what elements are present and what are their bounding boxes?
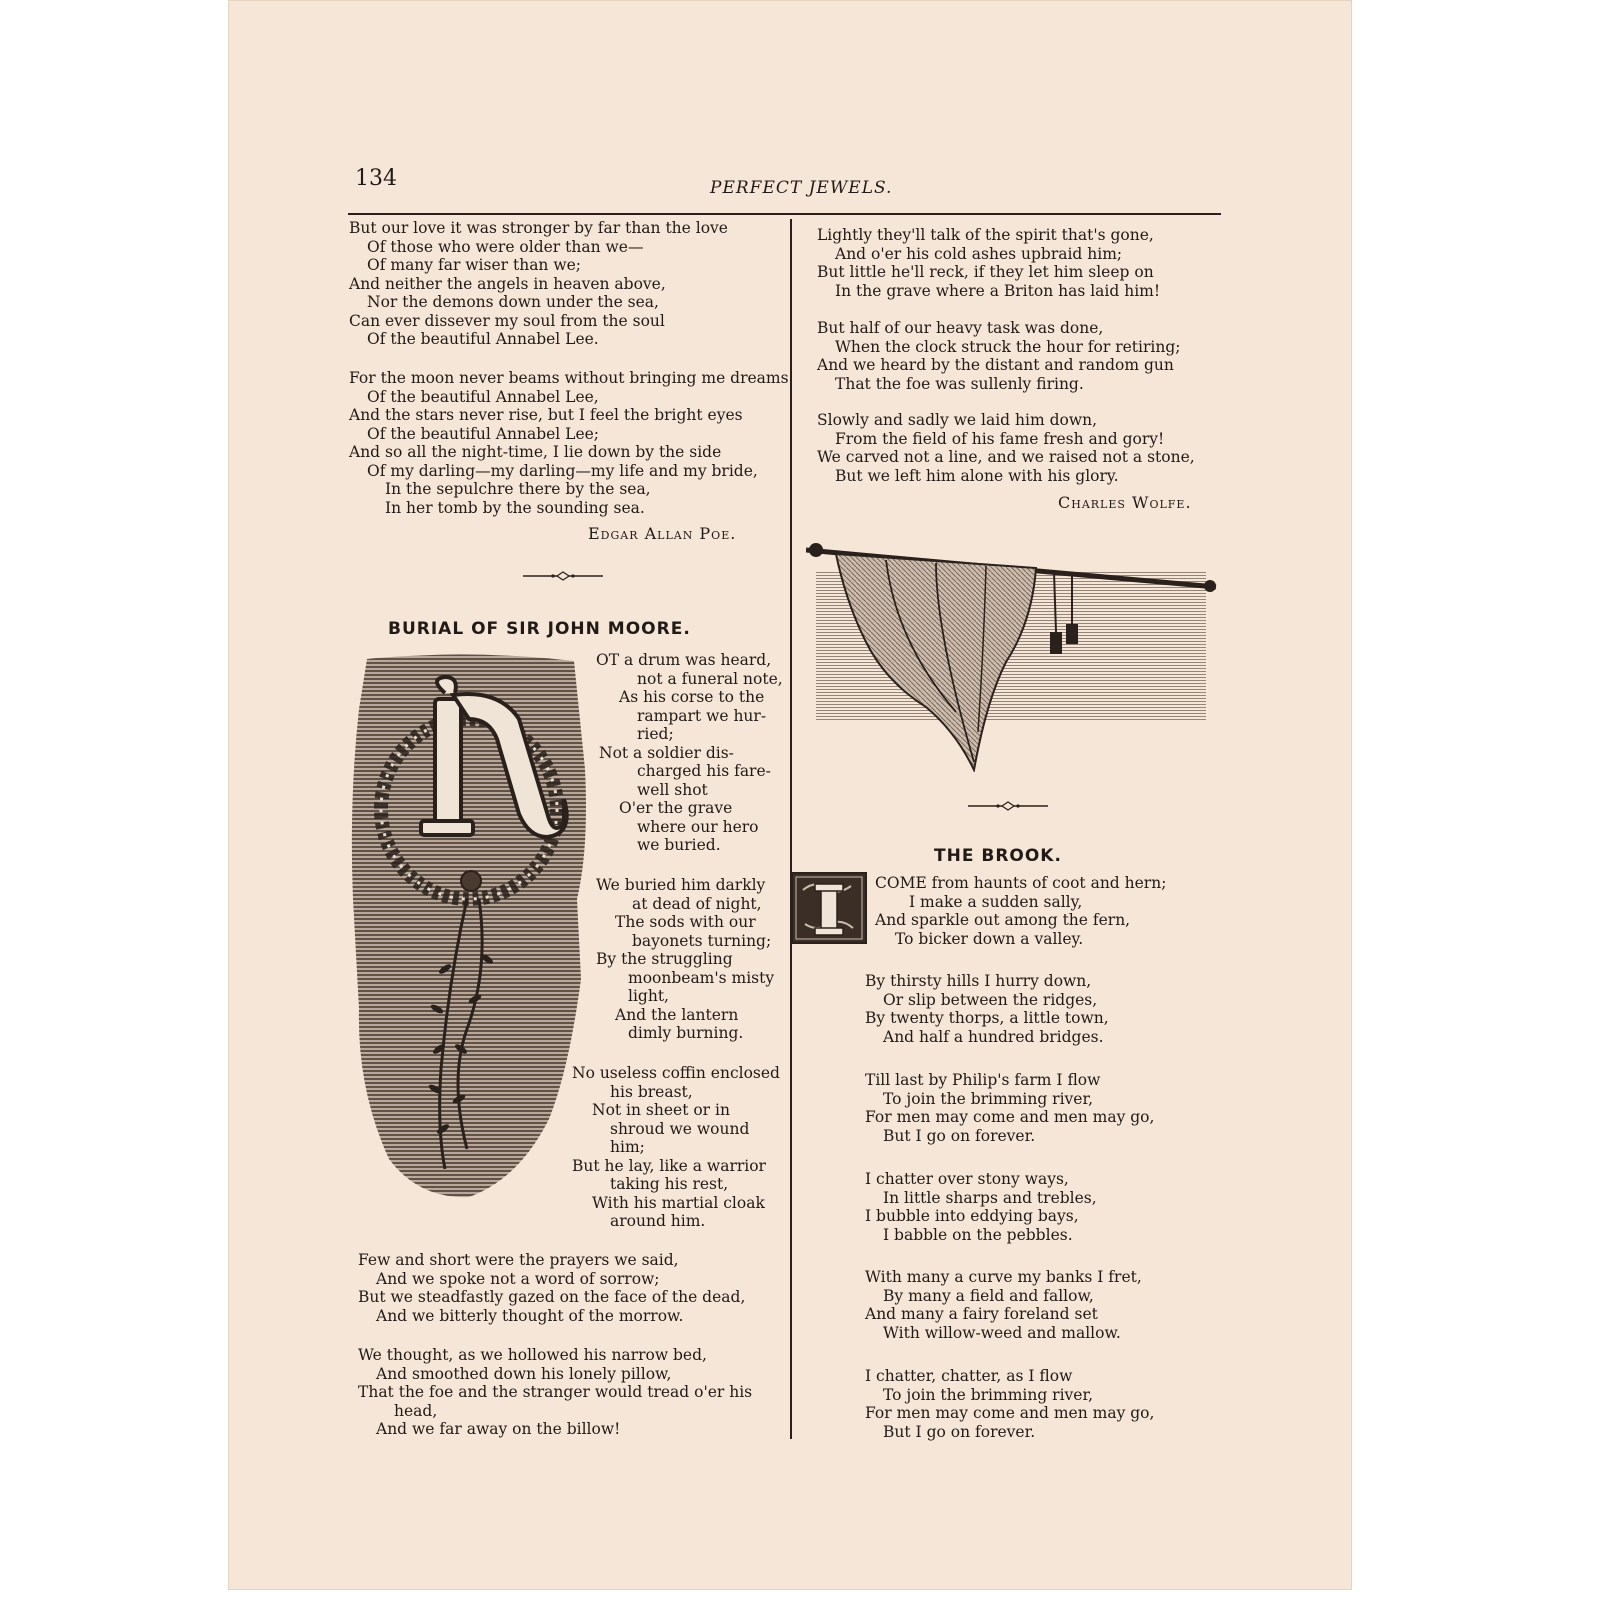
poem-line: As his corse to the <box>619 688 765 706</box>
brook-title: THE BROOK. <box>934 846 1062 866</box>
poem-line: Till last by Philip's farm I flow <box>865 1071 1101 1089</box>
poem-line: Not a soldier dis- <box>599 743 734 762</box>
poem-line: Of the beautiful Annabel Lee. <box>367 330 599 348</box>
author-wolfe: Charles Wolfe. <box>1058 493 1192 512</box>
annabel-lee-stanza-1 <box>349 219 728 349</box>
poem-line: And smoothed down his lonely pillow, <box>376 1364 672 1383</box>
poem-line: Or slip between the ridges, <box>883 990 1098 1009</box>
burial-stanza-7 <box>817 319 1180 393</box>
poem-line: Can ever dissever my soul from the soul <box>349 311 665 330</box>
burial-stanza-3 <box>572 1064 780 1231</box>
wreath-dropcap-n-icon <box>349 649 589 1209</box>
poem-line: With many a curve my banks I fret, <box>865 1268 1142 1286</box>
brook-stanza-5 <box>865 1268 1142 1342</box>
ornament-divider <box>968 801 1048 811</box>
poem-line: And o'er his cold ashes upbraid him; <box>835 244 1123 263</box>
poem-line: And we bitterly thought of the morrow. <box>376 1306 684 1325</box>
burial-title: BURIAL OF SIR JOHN MOORE. <box>388 619 691 639</box>
poem-line: shroud we wound <box>610 1119 750 1138</box>
poem-line: By many a field and fallow, <box>883 1286 1094 1305</box>
ornamental-dropcap-i-icon <box>791 872 867 944</box>
annabel-lee-stanza-2 <box>349 369 789 517</box>
poem-line: But we steadfastly gazed on the face of the dead, <box>358 1288 746 1306</box>
poem-line: But we left him alone with his glory. <box>835 466 1119 485</box>
poem-line: To bicker down a valley. <box>895 929 1084 948</box>
burial-stanza-1 <box>596 651 783 855</box>
poem-line: By twenty thorps, a little town, <box>865 1009 1109 1027</box>
poem-line: And neither the angels in heaven above, <box>349 274 666 293</box>
poem-line: Few and short were the prayers we said, <box>358 1251 679 1269</box>
poem-line: But I go on forever. <box>883 1126 1036 1145</box>
burial-stanza-8 <box>817 411 1195 485</box>
brook-stanza-4 <box>865 1170 1097 1244</box>
poem-line: Lightly they'll talk of the spirit that's gone, <box>817 226 1154 244</box>
poem-line: charged his fare- <box>637 762 771 780</box>
poem-line: taking his rest, <box>610 1175 729 1193</box>
poem-line: not a funeral note, <box>637 669 783 688</box>
poem-line: But I go on forever. <box>883 1422 1036 1441</box>
poem-line: Of those who were older than we— <box>367 237 644 256</box>
poem-line: When the clock struck the hour for retiring; <box>835 337 1181 356</box>
poem-line: But little he'll reck, if they let him sleep on <box>817 263 1154 281</box>
poem-line: dimly burning. <box>628 1024 744 1042</box>
poem-line: Of the beautiful Annabel Lee; <box>367 424 600 443</box>
poem-line: But our love it was stronger by far than the love <box>349 219 728 237</box>
poem-line: With willow-weed and mallow. <box>883 1323 1121 1342</box>
poem-line: head, <box>394 1401 438 1420</box>
burial-stanza-5 <box>358 1346 752 1439</box>
poem-line: By the struggling <box>596 950 733 968</box>
brook-stanza-6 <box>865 1367 1154 1441</box>
burial-stanza-4 <box>358 1251 745 1325</box>
poem-line: And we heard by the distant and random gun <box>817 356 1174 374</box>
poem-line: Of many far wiser than we; <box>367 256 582 274</box>
poem-line: Of my darling—my darling—my life and my bride, <box>367 461 758 480</box>
poem-line: Nor the demons down under the sea, <box>367 293 659 311</box>
brook-stanza-2 <box>865 972 1109 1046</box>
poem-line: For the moon never beams without bringing me dreams <box>349 369 789 387</box>
poem-line: well shot <box>637 780 708 799</box>
poem-line: And sparkle out among the fern, <box>875 911 1131 929</box>
poem-line: In the sepulchre there by the sea, <box>385 480 651 498</box>
poem-line: With his martial cloak <box>592 1193 765 1212</box>
poem-line: Slowly and sadly we laid him down, <box>817 411 1098 429</box>
poem-line: I chatter over stony ways, <box>865 1170 1069 1188</box>
poem-line: light, <box>628 987 669 1005</box>
author-poe: Edgar Allan Poe. <box>588 524 737 543</box>
poem-line: From the field of his fame fresh and gory! <box>835 429 1165 448</box>
poem-line: That the foe was sullenly firing. <box>835 374 1084 393</box>
poem-line: For men may come and men may go, <box>865 1108 1155 1126</box>
poem-line: The sods with our <box>615 913 756 931</box>
poem-line: COME from haunts of coot and hern; <box>875 874 1167 892</box>
poem-line: I chatter, chatter, as I flow <box>865 1367 1073 1385</box>
ornament-divider <box>523 571 603 581</box>
poem-line: moonbeam's misty <box>628 968 775 987</box>
poem-line: I babble on the pebbles. <box>883 1225 1073 1244</box>
page-number: 134 <box>355 166 397 191</box>
poem-line: around him. <box>610 1212 706 1230</box>
poem-line: To join the brimming river, <box>883 1089 1094 1108</box>
poem-line: we buried. <box>637 836 721 854</box>
poem-line: rampart we hur- <box>637 706 767 725</box>
running-title: PERFECT JEWELS. <box>710 178 893 198</box>
poem-line: bayonets turning; <box>632 931 772 950</box>
poem-line: To join the brimming river, <box>883 1385 1094 1404</box>
poem-line: I bubble into eddying bays, <box>865 1207 1079 1225</box>
poem-line: In the grave where a Briton has laid him! <box>835 281 1161 300</box>
poem-line: I make a sudden sally, <box>909 892 1083 911</box>
poem-line: But he lay, like a warrior <box>572 1156 766 1175</box>
poem-line: We carved not a line, and we raised not a stone, <box>817 448 1195 466</box>
brook-stanza-3 <box>865 1071 1154 1145</box>
poem-line: where our hero <box>637 817 759 836</box>
burial-stanza-6 <box>817 226 1160 300</box>
poem-line: In little sharps and trebles, <box>883 1188 1097 1207</box>
draped-flag-illustration-icon <box>806 532 1218 772</box>
poem-line: In her tomb by the sounding sea. <box>385 498 645 517</box>
poem-line: ried; <box>637 725 674 743</box>
poem-line: By thirsty hills I hurry down, <box>865 972 1092 990</box>
poem-line: his breast, <box>610 1082 693 1101</box>
poem-line: And we spoke not a word of sorrow; <box>376 1269 660 1288</box>
poem-line: That the foe and the stranger would tread o'er his <box>358 1383 753 1401</box>
poem-line: No useless coffin enclosed <box>572 1064 780 1082</box>
poem-line: And so all the night-time, I lie down by the side <box>349 443 722 461</box>
poem-line: But half of our heavy task was done, <box>817 319 1104 337</box>
poem-line: And many a fairy foreland set <box>865 1305 1098 1323</box>
poem-line: at dead of night, <box>632 894 762 913</box>
poem-line: And the stars never rise, but I feel the bright eyes <box>349 406 743 424</box>
poem-line: Not in sheet or in <box>592 1101 730 1119</box>
brook-stanza-1 <box>875 874 1166 948</box>
poem-line: OT a drum was heard, <box>596 651 772 669</box>
poem-line: And the lantern <box>615 1005 739 1024</box>
poem-line: O'er the grave <box>619 799 733 817</box>
header-rule <box>348 213 1221 215</box>
poem-line: For men may come and men may go, <box>865 1404 1155 1422</box>
poem-line: We thought, as we hollowed his narrow bed, <box>358 1346 707 1364</box>
burial-stanza-2 <box>596 876 774 1043</box>
poem-line: And we far away on the billow! <box>376 1420 621 1438</box>
poem-line: him; <box>610 1138 645 1156</box>
poem-line: We buried him darkly <box>596 876 766 894</box>
poem-line: Of the beautiful Annabel Lee, <box>367 387 599 406</box>
column-divider <box>790 219 792 1439</box>
poem-line: And half a hundred bridges. <box>883 1027 1104 1046</box>
